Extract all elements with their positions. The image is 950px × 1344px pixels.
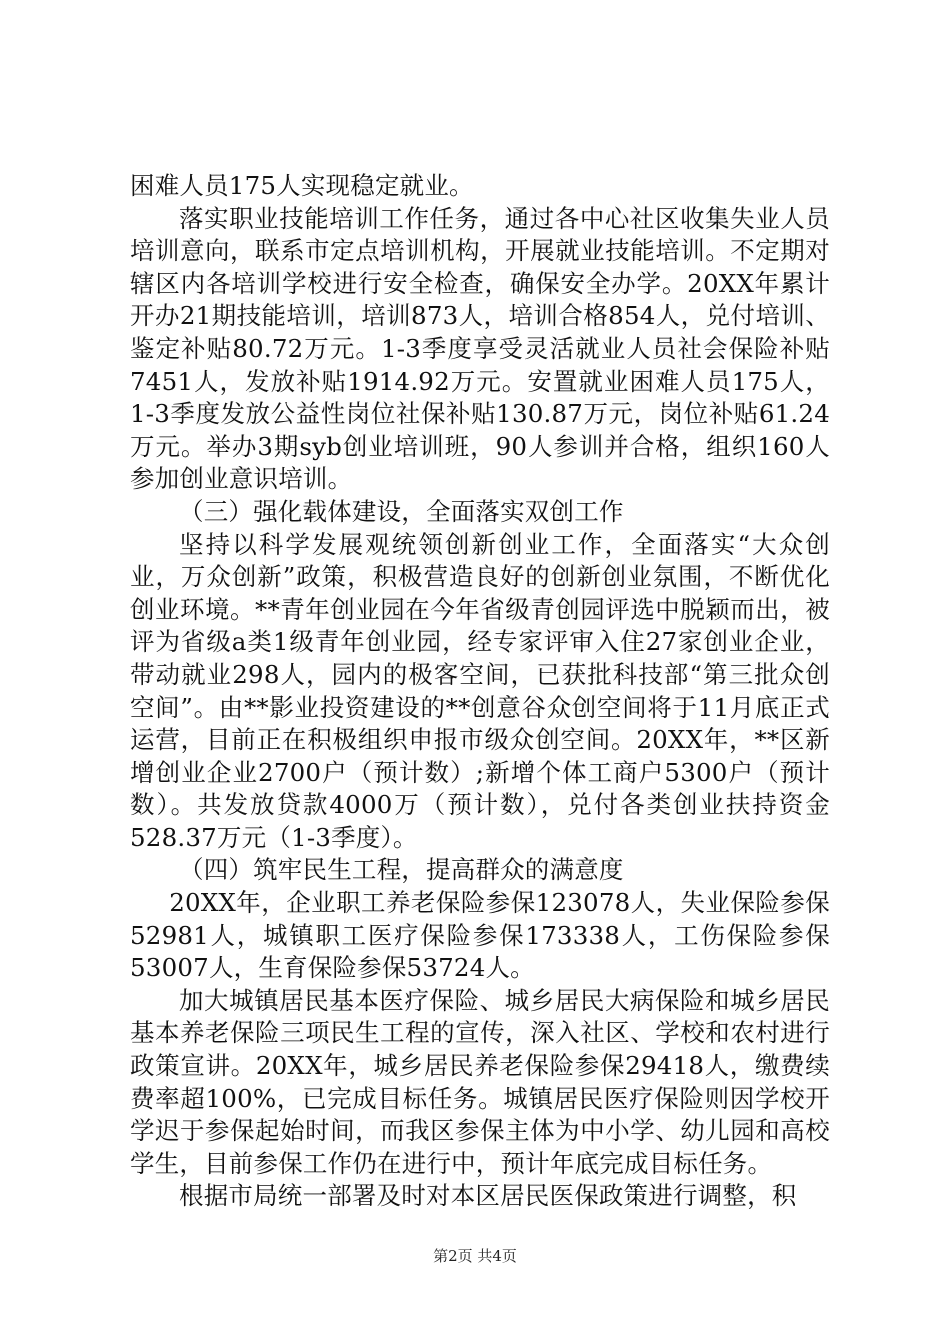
section-heading-4: （四）筑牢民生工程，提高群众的满意度	[179, 855, 624, 885]
paragraph-insurance-stats: 20XX年，企业职工养老保险参保123078人，失业保险参保52981人，城镇职工医疗保险参保173338人，工伤保险参保53007人，生育保险参保53724人。	[130, 888, 830, 983]
paragraph-vocational-training: 落实职业技能培训工作任务，通过各中心社区收集失业人员培训意向，联系市定点培训机构，开展就业技能培训。不定期对辖区内各培训学校进行安全检查，确保安全办学。20XX年累计开办21期技能培训，培训873人，培训合格854人，兑付培训、鉴定补贴80.72万元。1-3季度享受灵活就业人员社会保险补贴7451人，发放补贴1914.92万元。安置就业困难人员175人，1-3季度发放公益性岗位社保补贴130.87万元，岗位补贴61.24万元。举办3期syb创业培训班，90人参训并合格，组织160人参加创业意识培训。	[130, 203, 830, 494]
paragraph-entrepreneurship: 坚持以科学发展观统领创新创业工作，全面落实“大众创业，万众创新”政策，积极营造良好的创新创业氛围，不断优化创业环境。**青年创业园在今年省级青创园评选中脱颖而出，被评为省级a类1级青年创业园，经专家评审入住27家创业企业，带动就业298人，园内的极客空间，已获批科技部“第三批众创空间”。由**影业投资建设的**创意谷众创空间将于11月底正式运营，目前正在积极组织申报市级众创空间。20XX年，**区新增创业企业2700户（预计数）;新增个体工商户5300户（预计数）。共发放贷款4000万（预计数），兑付各类创业扶持资金528.37万元（1-3季度）。	[130, 529, 830, 852]
section-heading-3: （三）强化载体建设，全面落实双创工作	[179, 496, 624, 526]
page-footer: 第2页 共4页	[433, 1247, 517, 1265]
document-body	[130, 170, 830, 1213]
paragraph-policy-adjustment: 根据市局统一部署及时对本区居民医保政策进行调整，积	[179, 1181, 797, 1211]
paragraph-medical-insurance: 加大城镇居民基本医疗保险、城乡居民大病保险和城乡居民基本养老保险三项民生工程的宣传，深入社区、学校和农村进行政策宣讲。20XX年，城乡居民养老保险参保29418人，缴费续费率超100%，已完成目标任务。城镇居民医疗保险则因学校开学迟于参保起始时间，而我区参保主体为中小学、幼儿园和高校学生，目前参保工作仍在进行中，预计年底完成目标任务。	[130, 985, 830, 1178]
paragraph-continuation: 困难人员175人实现稳定就业。	[130, 171, 474, 200]
